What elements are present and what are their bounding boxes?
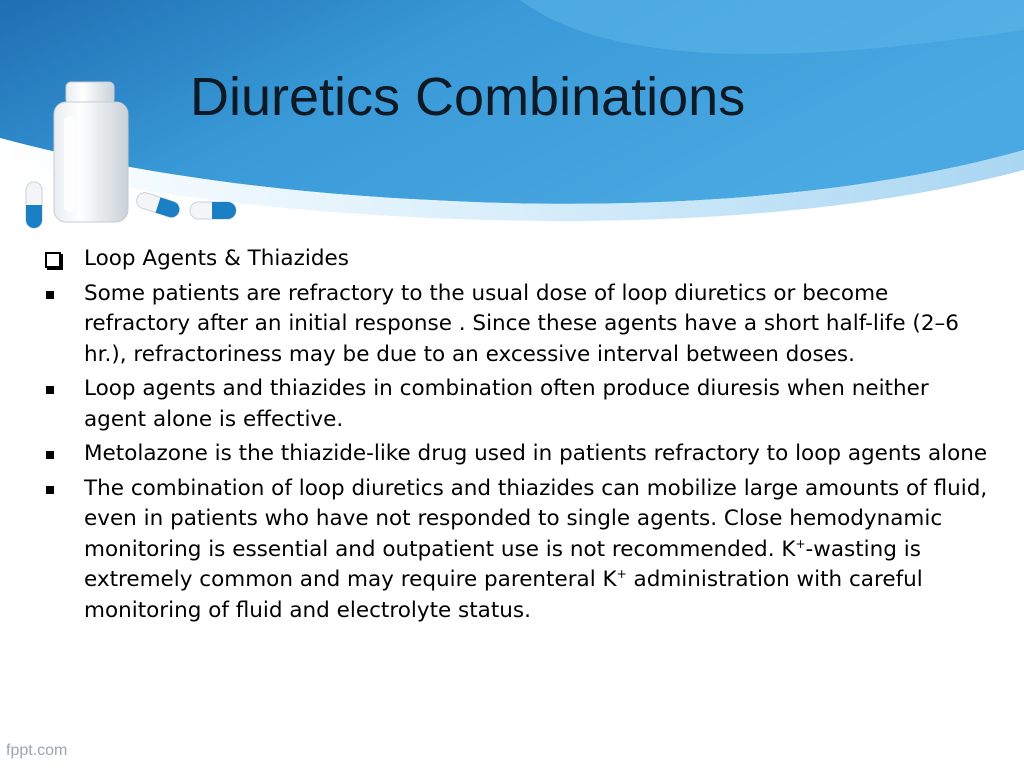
capsule-icon bbox=[135, 191, 182, 220]
square-bullet-icon bbox=[42, 279, 72, 309]
watermark: fppt.com bbox=[6, 742, 68, 759]
slide-title: Diuretics Combinations bbox=[190, 67, 746, 127]
bullet-text-part: administration with careful monitoring of fluid and electrolyte status. bbox=[84, 567, 923, 623]
bullet-item bbox=[42, 439, 992, 470]
slide-content bbox=[42, 244, 992, 630]
bullet-text bbox=[84, 476, 987, 623]
bullet-text-part: The combination of loop diuretics and thiazides can mobilize large amounts of fluid, even in patients who have not responded to single agents. Close hemodynamic monitoring is essential and outpatient use is not recommended. K bbox=[84, 475, 988, 562]
bullet-text: Some patients are refractory to the usual dose of loop diuretics or become refractory after an initial response . Since these agents have a short half-life (2–6 hr.), refractoriness may be due to an excessive interval between doses. bbox=[84, 280, 959, 367]
bullet-item bbox=[42, 474, 992, 627]
bullet-text: Metolazone is the thiazide-like drug used in patients refractory to loop agents alone bbox=[84, 441, 988, 466]
square-bullet-icon bbox=[42, 474, 72, 504]
bullet-text-part: -wasting is extremely common and may require parenteral K bbox=[84, 536, 921, 592]
capsule-icon bbox=[26, 182, 42, 228]
bullet-text: Loop agents and thiazides in combination often produce diuresis when neither agent alone is effective. bbox=[84, 376, 929, 432]
superscript-plus: + bbox=[795, 536, 806, 551]
capsule-icon bbox=[190, 202, 236, 219]
heading-text: Loop Agents & Thiazides bbox=[84, 246, 349, 271]
superscript-plus: + bbox=[616, 567, 627, 581]
square-bullet-icon bbox=[42, 439, 72, 469]
bullet-item bbox=[42, 374, 992, 435]
bullet-item bbox=[42, 279, 992, 371]
checkbox-bullet-icon bbox=[42, 244, 72, 274]
square-bullet-icon bbox=[42, 374, 72, 404]
heading-item bbox=[42, 244, 992, 275]
pill-bottle-icon bbox=[54, 82, 128, 222]
